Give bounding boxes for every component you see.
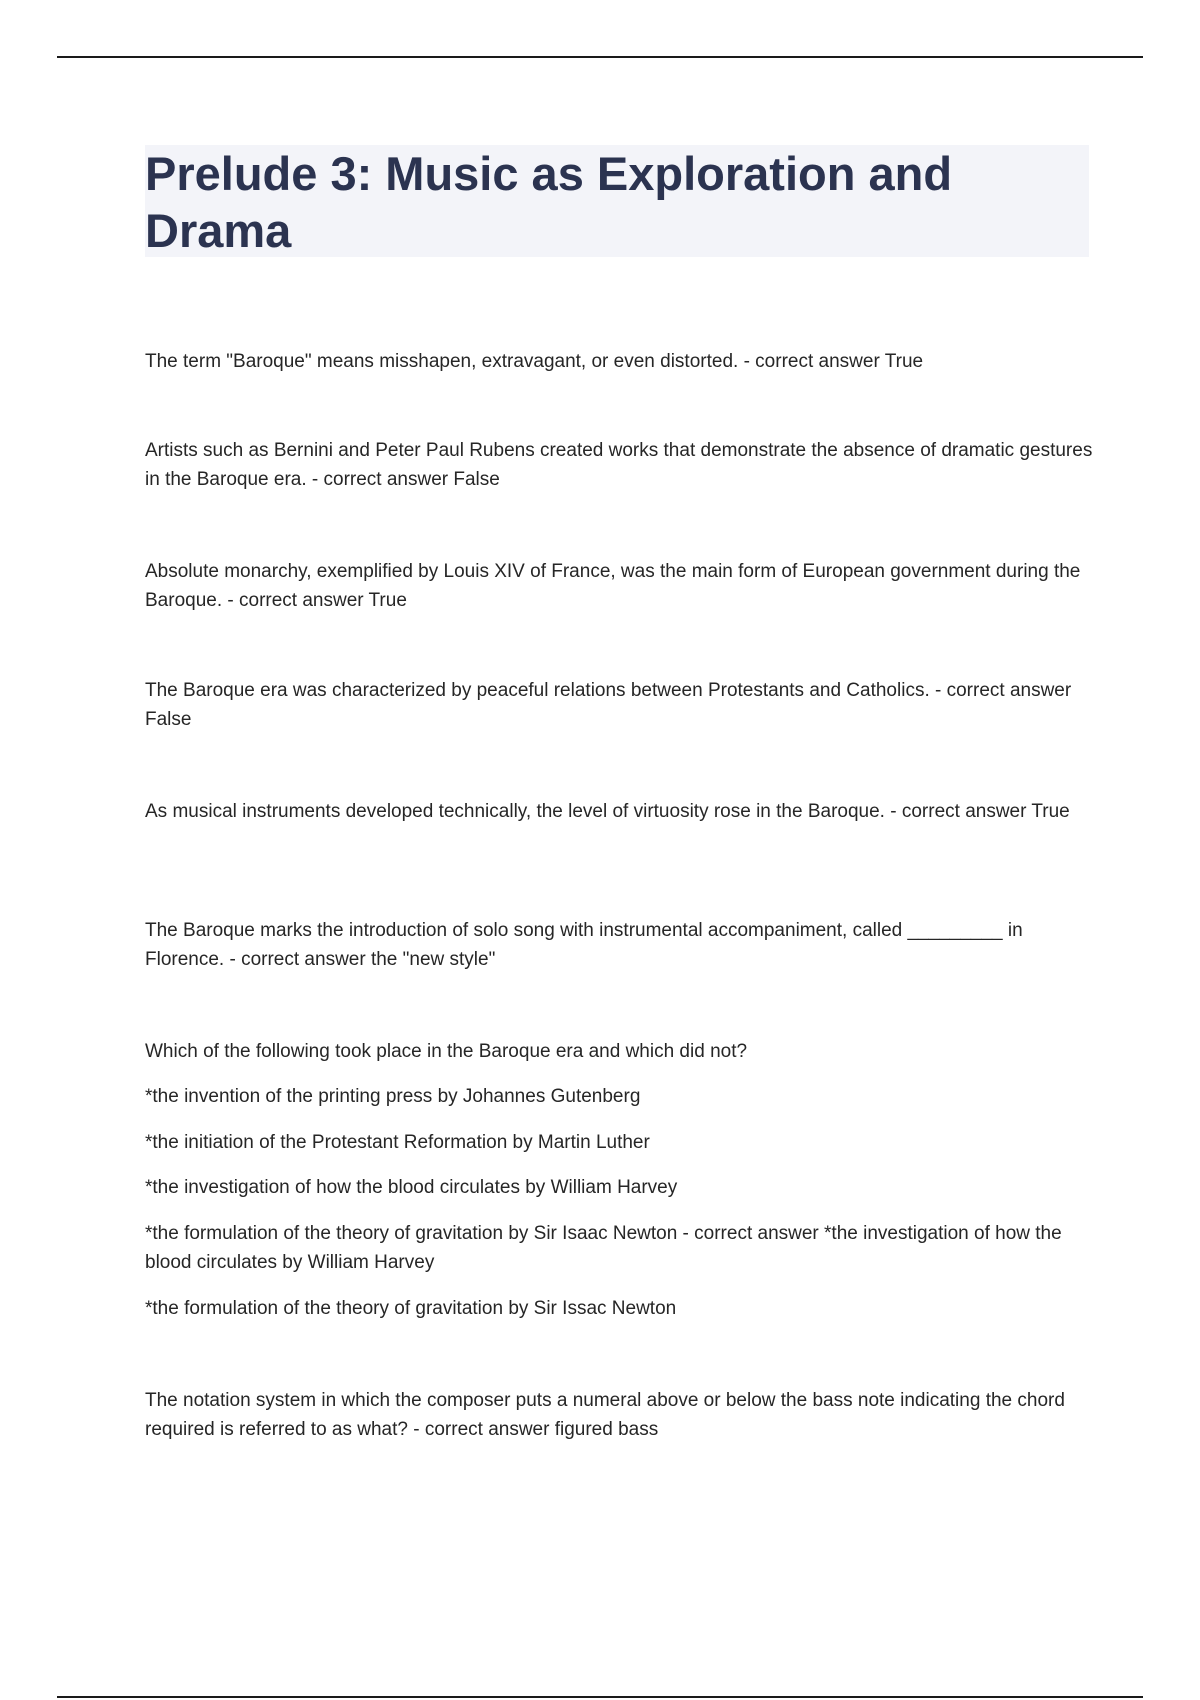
top-rule: [57, 56, 1143, 58]
qa-item-last: [145, 1386, 1095, 1444]
qa-item-text: The term "Baroque" means misshapen, extravagant, or even distorted. - correct answer True: [145, 351, 924, 372]
qa-item-3: [145, 557, 1095, 615]
qa-item-1: [145, 347, 1095, 376]
multi-question-line: *the formulation of the theory of gravitation by Sir Issac Newton: [145, 1298, 677, 1319]
page-title: Prelude 3: Music as Exploration and Drama: [145, 147, 953, 257]
qa-item-5: [145, 797, 1095, 826]
multi-question-prompt: Which of the following took place in the Baroque era and which did not?: [145, 1041, 748, 1062]
qa-item-text: The Baroque era was characterized by peaceful relations between Protestants and Catholics. - correct answer False: [145, 680, 1072, 730]
title-banner: [145, 145, 1089, 257]
qa-item-text: As musical instruments developed technically, the level of virtuosity rose in the Baroque. - correct answer True: [145, 801, 1070, 822]
bottom-rule: [57, 1696, 1143, 1698]
qa-item-text: Absolute monarchy, exemplified by Louis XIV of France, was the main form of European government during the Baroque. - correct answer True: [145, 561, 1081, 611]
qa-item-text: The notation system in which the composer puts a numeral above or below the bass note indicating the chord required is referred to as what? - correct answer figured bass: [145, 1390, 1065, 1440]
multi-question-line: *the formulation of the theory of gravitation by Sir Isaac Newton - correct answer *the investigation of how the blood circulates by William Harvey: [145, 1223, 1062, 1273]
qa-item-4: [145, 676, 1095, 734]
qa-item-text: Artists such as Bernini and Peter Paul Rubens created works that demonstrate the absence of dramatic gestures in the Baroque era. - correct answer False: [145, 440, 1093, 490]
multi-question-line: *the initiation of the Protestant Reformation by Martin Luther: [145, 1132, 650, 1153]
multi-question-line: *the invention of the printing press by Johannes Gutenberg: [145, 1086, 641, 1107]
qa-item-6: [145, 916, 1095, 974]
qa-item-text: The Baroque marks the introduction of solo song with instrumental accompaniment, called _________ in Florence. - correct answer the "new style": [145, 920, 1023, 970]
qa-item-2: [145, 436, 1095, 494]
multi-question-line: *the investigation of how the blood circulates by William Harvey: [145, 1177, 678, 1198]
